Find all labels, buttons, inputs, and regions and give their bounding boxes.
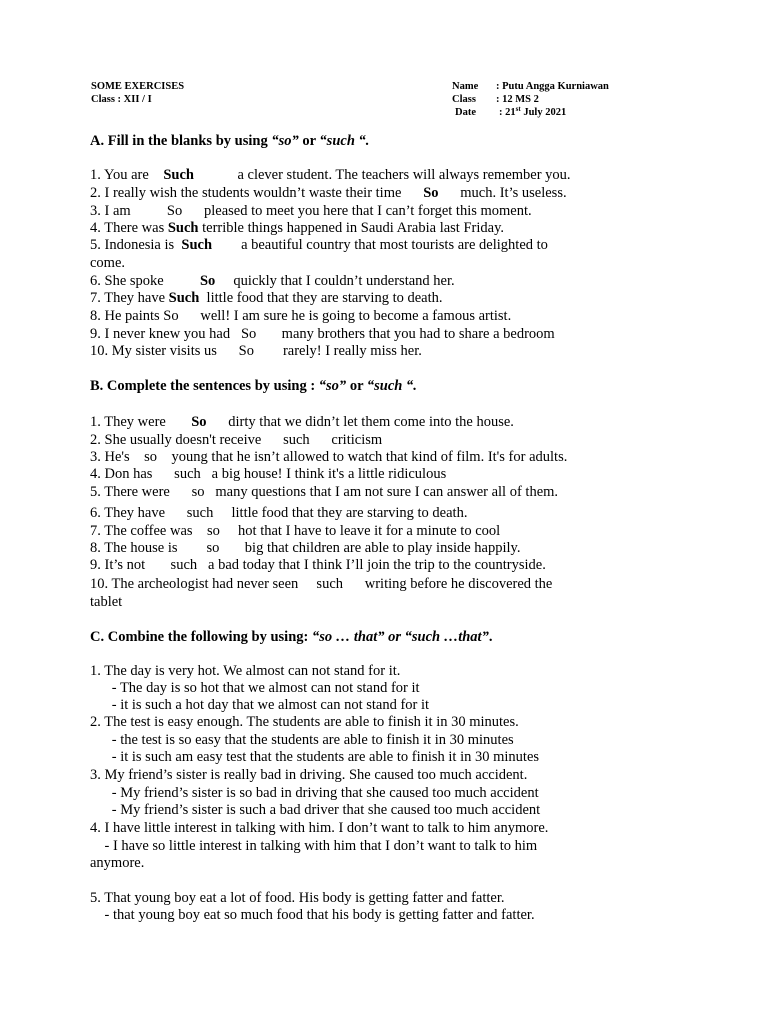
section-b-heading-so: “so” — [318, 378, 347, 394]
exercise-c-line: - I have so little interest in talking with him that I don’t want to talk to him — [90, 838, 538, 854]
header-right — [452, 79, 609, 118]
answer: So — [166, 203, 183, 219]
exercise-c-line: - My friend’s sister is so bad in driving that she caused too much accident — [90, 785, 539, 801]
exercise-b-2: 2. She usually doesn't receive such criticism — [90, 432, 383, 448]
answer: So — [191, 414, 207, 430]
section-c-heading — [90, 629, 492, 646]
exercise-c-line: 2. The test is easy enough. The students are able to finish it in 30 minutes. — [90, 714, 519, 730]
header-left — [91, 79, 184, 105]
answer: So — [423, 185, 439, 201]
name-key: Name — [452, 81, 479, 92]
section-a-heading-text: A. Fill in the blanks by using — [90, 133, 272, 149]
class-value: : 12 MS 2 — [496, 94, 539, 105]
exercise-c-line: - it is such am easy test that the students are able to finish it in 30 minutes — [90, 749, 540, 765]
section-c-heading-text: C. Combine the following by using: — [90, 629, 312, 645]
answer: Such — [168, 290, 200, 306]
section-a-heading-such: “such “. — [319, 133, 370, 149]
exercise-a-6: 6. She spoke So quickly that I couldn’t understand her. — [90, 273, 455, 289]
section-c-heading-end: . — [488, 629, 493, 645]
exercise-c-line: - it is such a hot day that we almost can not stand for it — [90, 697, 430, 713]
date-key: Date — [455, 107, 476, 118]
exercise-b-3: 3. He's so young that he isn’t allowed to watch that kind of film. It's for adults. — [90, 449, 568, 465]
exercise-b-1: 1. They were So dirty that we didn’t let them come into the house. — [90, 414, 514, 430]
exercise-a-4: 4. There was Such terrible things happened in Saudi Arabia last Friday. — [90, 220, 505, 236]
exercise-c-line: - The day is so hot that we almost can not stand for it — [90, 680, 420, 696]
answer: Such — [167, 220, 199, 236]
exercise-c-line: - the test is so easy that the students are able to finish it in 30 minutes — [90, 732, 514, 748]
exercise-c-line: 4. I have little interest in talking with him. I don’t want to talk to him anymore. — [90, 820, 549, 836]
class-label: Class : XII / I — [91, 94, 152, 105]
exercise-a-5-cont: come. — [90, 255, 126, 271]
exercise-a-3: 3. I am So pleased to meet you here that I can’t forget this moment. — [90, 203, 532, 219]
section-a-heading-or: or — [298, 133, 320, 149]
section-a-heading — [90, 133, 369, 150]
section-b-heading-such: “such “. — [366, 378, 417, 394]
exercise-a-1: 1. You are Such a clever student. The teachers will always remember you. — [90, 167, 571, 183]
date-superscript: st — [515, 105, 521, 113]
exercise-b-10: 10. The archeologist had never seen such writing before he discovered the — [90, 576, 553, 592]
exercise-c-line: 3. My friend’s sister is really bad in driving. She caused too much accident. — [90, 767, 528, 783]
exercise-c-line: - My friend’s sister is such a bad driver that she caused too much accident — [90, 802, 541, 818]
exercise-a-7: 7. They have Such little food that they are starving to death. — [90, 290, 443, 306]
date-row — [452, 105, 609, 118]
exercise-b-7: 7. The coffee was so hot that I have to leave it for a minute to cool — [90, 523, 501, 539]
exercise-b-4: 4. Don has such a big house! I think it's a little ridiculous — [90, 466, 447, 482]
date-value-post: July 2021 — [520, 107, 567, 118]
answer: Such — [163, 167, 194, 183]
answer: So — [199, 273, 216, 289]
section-b-heading-or: or — [346, 378, 367, 394]
exercise-b-5: 5. There were so many questions that I am not sure I can answer all of them. — [90, 484, 559, 500]
class-row — [452, 92, 609, 105]
class-key: Class — [452, 94, 476, 105]
exercise-a-2: 2. I really wish the students wouldn’t waste their time So much. It’s useless. — [90, 185, 567, 201]
exercise-b-6: 6. They have such little food that they are starving to death. — [90, 505, 468, 521]
answer: Such — [181, 237, 213, 253]
exercise-b-10-cont: tablet — [90, 594, 123, 610]
section-c-heading-italic: “so … that” or “such …that” — [311, 629, 489, 645]
document-title: SOME EXERCISES — [91, 81, 185, 92]
section-a-heading-so: “so” — [271, 133, 299, 149]
date-value-pre: : 21 — [499, 107, 516, 118]
name-value: : Putu Angga Kurniawan — [496, 81, 609, 92]
exercise-c-line: anymore. — [90, 855, 145, 871]
exercise-a-8: 8. He paints So well! I am sure he is going to become a famous artist. — [90, 308, 512, 324]
exercise-a-10: 10. My sister visits us So rarely! I really miss her. — [90, 343, 422, 359]
section-b-heading-text: B. Complete the sentences by using : — [90, 378, 319, 394]
exercise-c-line: 1. The day is very hot. We almost can not stand for it. — [90, 663, 401, 679]
section-b-heading — [90, 378, 417, 395]
exercise-a-9: 9. I never knew you had So many brothers that you had to share a bedroom — [90, 326, 555, 342]
exercise-c-line: 5. That young boy eat a lot of food. His body is getting fatter and fatter. — [90, 890, 505, 906]
exercise-b-8: 8. The house is so big that children are able to play inside happily. — [90, 540, 521, 556]
name-row — [452, 79, 609, 92]
exercise-c-line: - that young boy eat so much food that his body is getting fatter and fatter. — [90, 907, 535, 923]
exercise-b-9: 9. It’s not such a bad today that I think I’ll join the trip to the countryside. — [90, 557, 546, 573]
exercise-a-5: 5. Indonesia is Such a beautiful country that most tourists are delighted to — [90, 237, 548, 253]
